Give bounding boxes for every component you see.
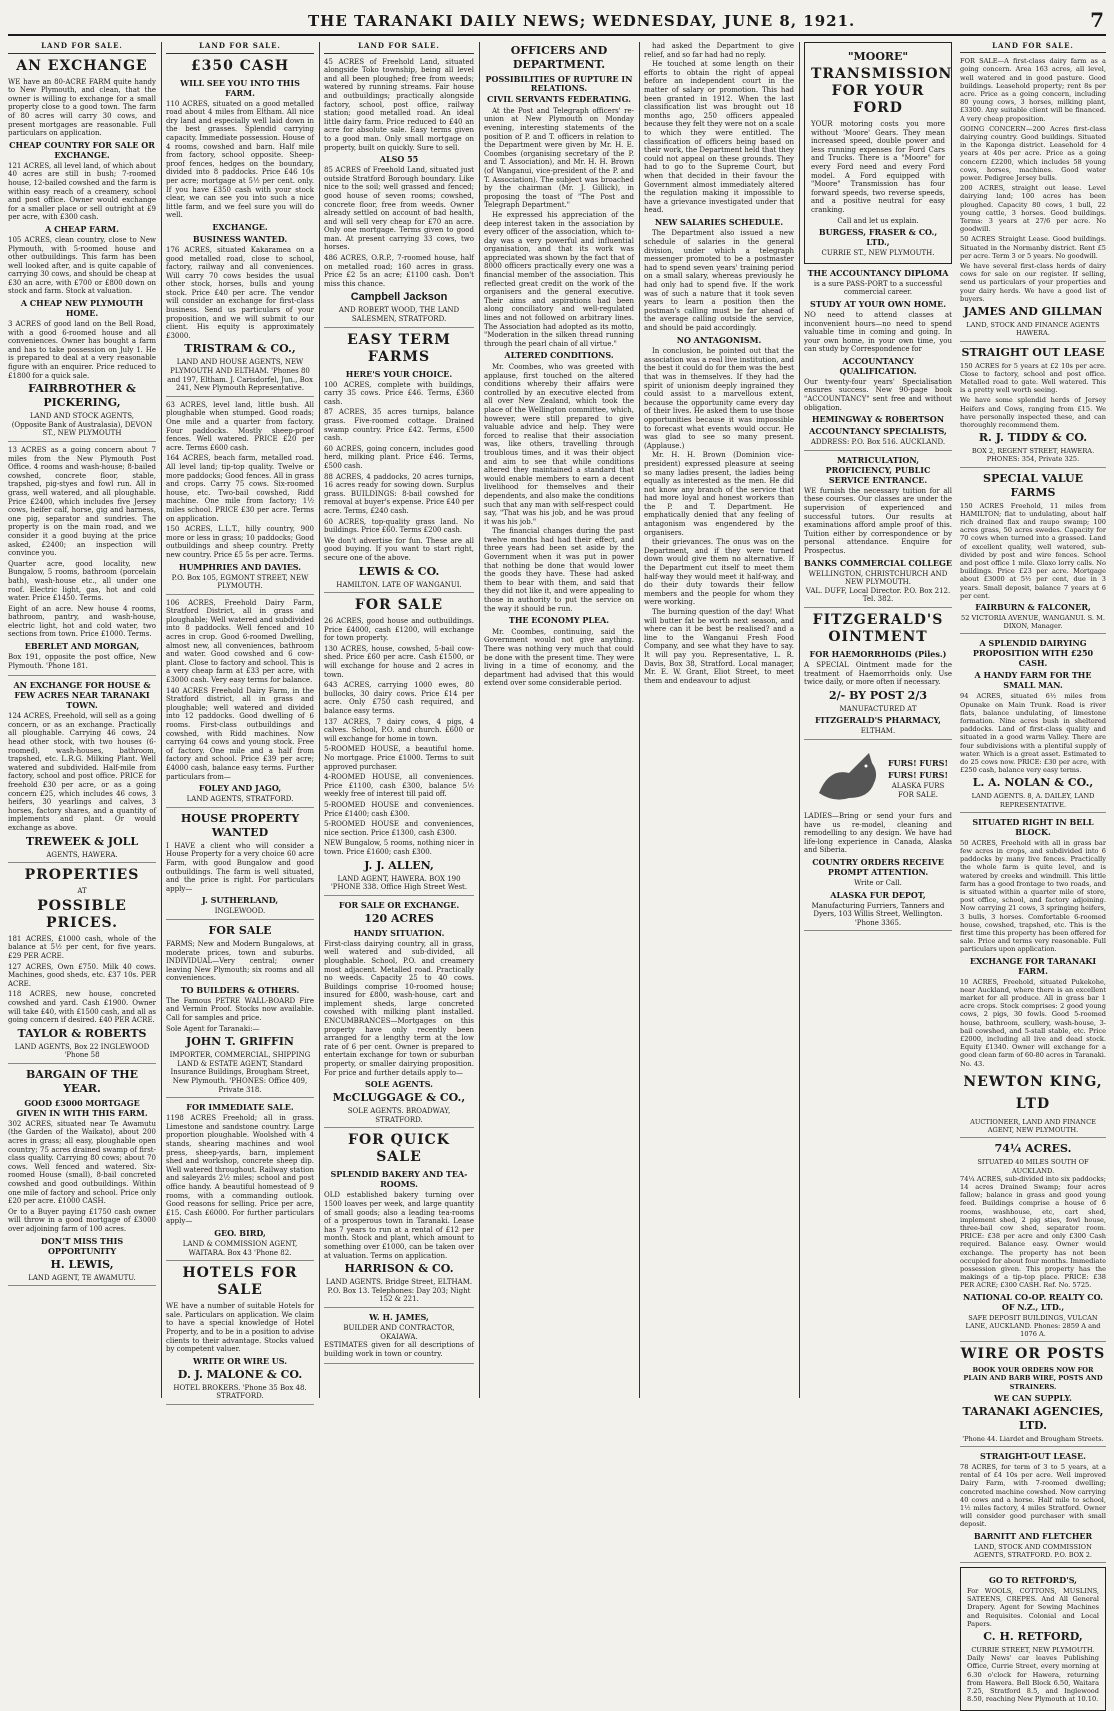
ad-body: 85 ACRES of Freehold Land, situated just outside Stratford Borough boundary. Like nice to the soil; well grassed and fenced; good house of seven rooms; cowshed, concrete floor, free from weeds. Owner already settled on account of bad health, and will sell very cheap for £70 an acre. Only one mortgage. Terms given to good man. At present carrying 33 cows, two horses. (324, 166, 474, 252)
ad-body: FARMS; New and Modern Bungalows, at moderate prices, town and suburbs. INDIVIDUAL—Very central; owner leaving New Plymouth; six rooms and all conveniences. (166, 939, 314, 983)
ad-body: Eight of an acre. New house 4 rooms, bathroom, pantry, and wash-house, electric light, hot and cold water, two sections from town. Price £1000. Terms. (8, 604, 156, 639)
ad-body: We have some splendid herds of Jersey Heifers and Cows, ranging from £15. We have personally inspected these, and can thoroughly recommend them. (960, 396, 1106, 429)
ad-body: 88 ACRES, 4 paddocks, 20 acres turnips, 16 acres ready for sowing down. Surplus grass. BUILDINGS: 8-bail cowshed for removal at buyer's expense. Price £40 per acre. Terms, £240 cash. (324, 472, 474, 515)
ad-barnitt (960, 1451, 1106, 1563)
ad-subtitle: CHEAP COUNTRY FOR SALE OR EXCHANGE. (9, 139, 155, 160)
article-subtitle: POSSIBILITIES OF RUPTURE IN RELATIONS. (485, 74, 633, 93)
ad-easy-term (324, 332, 474, 593)
ad-body: 4-ROOMED HOUSE, all conveniences. Price £1100, cash £300, balance 5½ weekly free of interest till paid off. (324, 773, 474, 799)
ad-body: 130 ACRES, house, cowshed, 5-bail cow-shed. Price £60 per acre. Cash £1500, or will exchange for house and 2 acres in town. (324, 644, 474, 679)
ad-body: GOING CONCERN—200 Acres first-class dairying country. Good buildings. Situated in the Kaponga district. Leasehold for 4 years at 40s per acre. Price as a going concern £2200, which includes 58 young cows, horses, machines. Good water power. Pedigree Jersey bulls. (960, 124, 1106, 183)
ad-body: 121 ACRES, all level land, of which about 40 acres are still in bush; 7-roomed house, 12-bailed cowshed and the farm is within easy reach of a creamery, school and post office. Owner would exchange for a smaller place or sell outright at £9 per acre, with £300 cash. (8, 161, 156, 222)
agent-line: LAND, STOCK AND FINANCE AGENTS HAWERA. (966, 321, 1100, 338)
ad-title: SITUATED RIGHT IN BELL BLOCK. (972, 816, 1094, 837)
agent-line: AND ROBERT WOOD, THE LAND SALESMEN, STRATFORD. (338, 306, 460, 324)
ad-body: 486 ACRES, O.R.P., 7-roomed house, half on metalled road; 160 acres in grass. Price £2 5s an acre; £1100 cash. Don't miss this chance. (324, 254, 474, 288)
agent-line: SAFE DEPOSIT BUILDINGS, VULCAN LANE, AUCKLAND. Phones: 2859 A and 1076 A. (965, 1313, 1101, 1338)
agent-name: BARNITT AND FLETCHER (973, 1530, 1093, 1541)
ad-subtitle: WE CAN SUPPLY. (994, 1392, 1072, 1403)
ad-title: FOR IMMEDIATE SALE. (186, 1102, 294, 1113)
ad-subtitle: ALASKA FURS FOR SALE. (891, 782, 945, 799)
column-rule (799, 42, 800, 1398)
agent-line: AGENTS, HAWERA. (46, 850, 118, 859)
article-subtitle: NEW SALARIES SCHEDULE. (654, 216, 784, 227)
ad-house-property (166, 812, 314, 920)
column-heading: LAND FOR SALE. (8, 42, 156, 54)
ad-retford (960, 1567, 1106, 1711)
agent-name: NEWTON KING, LTD (963, 1073, 1103, 1112)
ad-title: FOR SALE (354, 597, 444, 614)
ad-subtitle: A HANDY FARM FOR THE SMALL MAN. (974, 670, 1092, 691)
ad-title-at: AT (77, 887, 87, 896)
ad-title: FURS! FURS! (888, 758, 948, 769)
ad-subtitle: GOOD £3000 MORTGAGE GIVEN IN WITH THIS FARM. (16, 1097, 148, 1118)
ad-subtitle: A CHEAP FARM. (45, 223, 119, 234)
ad-body: WE have a number of suitable Hotels for sale. Particulars on application. We claim to have a special knowledge of Hotel Property, and to be in a position to advise clients to their advantage. Stocks valued by competent valuer. (166, 1302, 314, 1354)
agent-name: J. SUTHERLAND, (201, 895, 279, 906)
ad-subtitle: FOR HAEMORRHOIDS (Piles.) (809, 648, 947, 659)
agent-line: ADDRESS: P.O. Box 516. AUCKLAND. (810, 438, 946, 447)
ad-title: SPECIAL VALUE FARMS (983, 471, 1083, 499)
ad-wire-posts (960, 1346, 1106, 1447)
agent-line: LAND AGENTS. Bridge Street, ELTHAM. P.O. Box 13. Telephones: Day 203; Night 152 & 221. (325, 1278, 473, 1304)
ad-title: A SPLENDID DAIRYING PROPOSITION WITH £250 CASH. (972, 638, 1094, 669)
ad-title: HOTELS FOR SALE (182, 1265, 298, 1299)
ad-body: 643 ACRES, carrying 1000 ewes, 80 bullocks, 30 dairy cows. Price £14 per acre. Only £750 cash required, and balance easy terms. (324, 681, 474, 716)
ad-body: 150 ACRES Freehold, 11 miles from HAMILTON; flat to undulating, about half rich drained flax and raupo swamp; 100 acres grass, 50 acres swedes. Capacity for 70 cows when turned into a grassed. Land of excellent quality, well watered, sub-divided by post and wire fences. School and post office 1 mile. Glaxo lorry calls. No buildings. Price £23 per acre. Mortgage about £3000 at 5½ per cent, due in 3 years. Small deposit, balance 7 years at 6 per cent. (960, 501, 1106, 600)
ad-body: We don't advertise for fun. These are all good buying. If you want to start right, secure one of the above. (324, 536, 474, 562)
ad-74-acres (960, 1142, 1106, 1342)
agent-name: TRISTRAM & CO., (184, 342, 296, 356)
ad-body: 181 ACRES, £1000 cash, whole of the balance at 5½ per cent, for five years. £29 PER ACRE. (8, 934, 156, 960)
ad-body: 78 ACRES, for term of 3 to 5 years, at a rental of £4 10s per acre. Well improved Dairy Farm, with 7-roomed dwelling; concreted machine cowshed. Now carrying 40 cows and a horse. Half mile to school, 1½ miles factory, 4 miles Stratford. Owner will consider good purchaser with small deposit. (960, 1462, 1106, 1529)
column-heading: LAND FOR SALE. (166, 42, 314, 54)
article-paragraph: The financial changes during the past twelve months had had their effect, and three years had been set aside by the Government when it was put in power that nothing be done that would lower the goods they have. These had asked them to bear with them, and said that they did not like it, and were appealing to those in authority to put the service on the way it should be run. (484, 527, 634, 613)
agent-line: 52 VICTORIA AVENUE, WANGANUI. S. M. DIXON, Manager. (961, 613, 1105, 631)
ad-subtitle: STUDY AT YOUR OWN HOME. (809, 298, 947, 309)
ad-title: FOR QUICK SALE (348, 1132, 450, 1166)
ad-line: MANUFACTURED AT (839, 704, 917, 713)
ad-quick-sale (324, 1132, 474, 1308)
agent-name: TAYLOR & ROBERTS (17, 1026, 147, 1040)
ad-63-acres (166, 401, 314, 595)
ad-for-sale (166, 924, 314, 1098)
article-subtitle: THE ECONOMY PLEA. (508, 615, 610, 626)
agent-line: HOTEL BROKERS. 'Phone 35 Box 48. STRATFORD. (173, 1383, 307, 1401)
agent-name: JOHN T. GRIFFIN (186, 1035, 294, 1049)
ad-body: 150 ACRES for 5 years at £2 10s per acre. Close to factory, school and post office. Metalled road to gate. Well watered. This is a pretty well worth seeing. (960, 361, 1106, 395)
column-5-article (644, 42, 794, 1398)
agent-name: FAIRBROTHER & PICKERING, (28, 382, 136, 410)
ad-title: STRAIGHT OUT LEASE (961, 345, 1105, 359)
agent-name: EBERLET AND MORGAN, (24, 641, 140, 652)
ad-line: Write or Call. (854, 878, 902, 887)
agent-line: P.O. Box 105, EGMONT STREET, NEW PLYMOUTH. (171, 573, 309, 591)
ad-body: Sole Agent for Taranaki:— (166, 1024, 260, 1033)
agent-line: LAND AGENTS. 8, A. DAILEY, LAND REPRESENTATIVE. (971, 792, 1095, 809)
ad-accountancy (804, 268, 952, 451)
column-rule (319, 42, 320, 1398)
ad-body: 124 ACRES, Freehold, will sell as a going concern, or as an exchange. Practically all ploughable. Carrying 46 cows, 24 head other stock, with two houses (6-roomed), wash-houses, bathroom, trapshed, etc. L.R.G. Milking Plant. Well watered and subdivided. Half-mile from factory, school and post office. PRICE for freehold £30 per acre, or as a going concern £25, which includes 46 cows, 3 heifers, 30 yearlings and calves, 3 horses, factory shares, and a quantity of implements and plant. Or would exchange as above. (8, 712, 156, 832)
column-4-article (484, 42, 634, 1398)
agent-name: BURGESS, FRASER & CO., LTD., (818, 227, 938, 248)
ad-title: AN EXCHANGE (16, 57, 148, 74)
article-subtitle: CIVIL SERVANTS FEDERATING. (487, 94, 631, 105)
column-heading: LAND FOR SALE. (324, 42, 474, 54)
ad-matriculation (804, 455, 952, 608)
ad-350-cash (166, 58, 314, 397)
ad-body: ESTIMATES given for all descriptions of building work in town or country. (324, 1341, 474, 1358)
ad-subtitle: SITUATED 40 MILES SOUTH OF AUCKLAND. (977, 1158, 1089, 1175)
ad-body: 60 ACRES, top-quality grass land. No buildings. Price £60. Terms £200 cash. (324, 517, 474, 535)
ad-body: NEW Bungalow, 5 rooms, nothing nicer in town. Price £1600; cash £300. (324, 839, 474, 856)
ad-title: EASY TERM FARMS (347, 331, 451, 365)
ad-bargain (8, 1068, 156, 1286)
agent-name: TARANAKI AGENCIES, LTD. (962, 1404, 1104, 1432)
agent-line: CURRIE ST., NEW PLYMOUTH. (821, 249, 935, 258)
article-paragraph: had asked the Department to give relief, and so far had had no reply. (644, 42, 794, 59)
ad-body: 110 ACRES, situated on a good metalled road about 4 miles from Eltham. All nice dry land and especially well laid down in the best grasses. Splendid carrying capacity. Immediate possession. House of 4 rooms, cowshed and barn. Half mile from factory, school opposite. Sheep-proof fences, hedges on the boundary, divided into 8 paddocks. Price £46 10s per acre; mortgage at 5½ per cent. only. If you have £350 cash with your stock clear, we can see you into such a nice little farm, and we feel sure you will do well. (166, 99, 314, 220)
ad-for-sale-allen (324, 597, 474, 896)
ad-title: PROPERTIES (24, 867, 140, 884)
ad-title: FOR SALE OR EXCHANGE. (338, 899, 460, 910)
ad-body: First-class dairying country, all in grass, well watered and sub-divided, all ploughable. School, P.O. and creamery most adjacent. Metalled road. Practically no weeds. Capacity 25 to 40 cows. Buildings comprise 10-roomed house; insured for £800, wash-house, cart and implement sheds, large concreted cowshed with milking plant installed. ENCUMBRANCES—Mortgages on this property have only recently been arranged for a lengthy term at the low rate of 6 per cent. Owner is prepared to entertain exchange for town or suburban property, or smaller dairying proposition. For price and further details apply to— (324, 939, 474, 1077)
ad-straight-out (960, 346, 1106, 468)
ad-body: 10 ACRES, Freehold, situated Pukekohe, near Auckland, where there is an excellent market for all produce. All in grass bar 1 acre crops. Stock comprises: 2 good young cows, 2 pigs, 30 fowls. Good 5-roomed house, bathroom, scullery, wash-house, 3-bail cowshed, and 5-stall stable, etc. Price £2000, including all live and dead stock. Equity £1340. Owner will exchange for a good clean farm of 60-80 acres in Taranaki. No. 43. (960, 977, 1106, 1068)
ad-body: 127 ACRES, Own £750. Milk 40 cows. Machines, good sheds, etc. £37 10s. PER ACRE. (8, 962, 156, 988)
column-3 (324, 42, 474, 1398)
ad-124-acres (8, 680, 156, 863)
agent-line: INGLEWOOD. (214, 907, 266, 916)
agent-name: HUMPHRIES AND DAVIES. (178, 561, 302, 572)
agent-line: BUILDER AND CONTRACTOR, OKAIAWA. (343, 1323, 455, 1341)
agent-line: LAND AGENTS, STRATFORD. (186, 795, 294, 804)
agent-line: LAND AND HOUSE AGENTS, NEW PLYMOUTH AND ELTHAM. 'Phones 80 and 197, Eltham. J. Carisdorfel, Jun., Box 241, New Plymouth Representative. (167, 358, 313, 393)
column-rule (639, 42, 640, 1398)
ad-body: 140 ACRES Freehold Dairy Farm, in the Stratford district, all in grass and ploughable; well watered and divided into 12 paddocks. Good dwelling of 6 rooms. First-class outbuildings and cowshed, with Ridd machines. Now carrying 64 cows and young stock. Free of factory. One mile and a half from factory and school. Price £39 per acre; £4000 cash, balance easy terms. Further particulars from— (166, 686, 314, 781)
ad-fitzgerald (804, 612, 952, 740)
ad-title: WIRE OR POSTS (960, 1346, 1106, 1363)
agent-name: J. J. ALLEN, (364, 858, 434, 872)
ad-body: 13 ACRES as a going concern about 7 miles from the New Plymouth Post Office. 4 rooms and wash-house; 8-bailed cowshed, concrete floor, stable, trapshed, pig-styes and fowl run. All in grass, well watered, and all ploughable. Price £2400, which includes five Jersey cows, heifer calf, horse, gig and harness, one pig, separator and sundries. The property is on the main road, and we consider it a good buying at the price asked, £2400; an inspection will convince you. (8, 446, 156, 558)
article-paragraph: The burning question of the day! What will butter fat be worth next season, and where can it be best be realised? and a line to the Wanganui Fresh Food Company, and see what they have to say. It will pay you. Representative, L. R. Davis, Box 38, Stratford. Local manager, Mr. E. W. Grant, Eliot Street, to meet them and endeavour to adjust (644, 608, 794, 685)
ad-120-acres (324, 900, 474, 1129)
ad-body: 137 ACRES, 7 dairy cows, 4 pigs, 4 calves. School, P.O. and church. £600 or will exchange for home in town. (324, 717, 474, 743)
ad-subtitle: TO BUILDERS & OTHERS. (180, 984, 300, 995)
agent-name: W. H. JAMES, (369, 1311, 429, 1322)
ad-title: FITZGERALD'S OINTMENT (812, 611, 944, 645)
agent-name: R. J. TIDDY & CO. (978, 431, 1088, 445)
ad-subtitle: WILL SEE YOU INTO THIS FARM. (180, 77, 300, 98)
ad-subtitle: ALSO 55 (379, 154, 419, 165)
article-paragraph: In conclusion, he pointed out that the association was a real live institution, and the best it could do for them was the best that was in themselves. If they had the spirit of unionism deeply ingrained they could assist to a marvellous extent, because the opportunity came every day of their lives. He asked them to use those opportunities because it was impossible to forecast what events would occur. He was glad to see so many present. (Applause.) (644, 347, 794, 450)
paper-title: THE TARANAKI DAILY NEWS; WEDNESDAY, JUNE 8, 1921. (308, 12, 856, 30)
ad-body: Or to a Buyer paying £1750 cash owner will throw in a good mortgage of £3000 over adjoining farm of 100 acres. (8, 1207, 156, 1233)
ad-body: 63 ACRES, level land, little bush. All ploughable when stumped. Good roads; One mile and a quarter from factory. Four paddocks. Mostly sheep-proof fences. Well watered. PRICE £20 per acre. Terms £600 cash. (166, 400, 314, 452)
ad-subtitle: BOOK YOUR ORDERS NOW FOR PLAIN AND BARB WIRE, POSTS AND STRAINERS. (963, 1366, 1103, 1391)
ad-body: 74¼ ACRES, sub-divided into six paddocks; 14 acres Drained Swamp; four acres fallow; balance in grass and good young feed. Buildings comprise a house of 6 rooms, washhouse, etc, cart shed, implement shed, 2 pig sties, fowl house, three-bail cow shed, separator room. PRICE: £38 per acre and only £300 Cash required. Balance easy. Owner would exchange. The property has not been occupied for about four months. Immediate possession given. This property has the makings of a tip-top place. PRICE: £38 PER ACRE; £300 CASH. Ref. No. 5725. (960, 1174, 1106, 1290)
ad-body: WE have an 80-ACRE FARM quite handy to New Plymouth, and clean, that the owner is willing to exchange for a small property close to a good town. The farm of 80 acres will carry 30 cows, and present mortgages are reasonable. Full particulars on application. (8, 77, 156, 138)
ad-body: 5-ROOMED HOUSE and conveniences. Price £1400; cash £300. (324, 800, 474, 818)
ad-body: OLD established bakery turning over 1500 loaves per week, and large quantity of small goods; also a leading tea-rooms of a prosperous town in Taranaki. Lease has 7 years to run at a rental of £12 per month. Stock and plant, which amount to something over £1000, can be taken over at valuation. Terms on application. (324, 1191, 474, 1260)
ad-subtitle: BUSINESS WANTED. (192, 233, 288, 244)
ad-title: 74¼ ACRES. (994, 1142, 1072, 1156)
ad-builder (324, 1312, 474, 1364)
ad-body: 100 ACRES, complete with buildings, carry 35 cows. Price £46. Terms, £360 cash. (324, 380, 474, 406)
ad-body: 60 ACRES, going concern, includes good herd, milking plant. Price £46. Terms, £500 cash. (324, 444, 474, 470)
ad-james-gillman (960, 57, 1106, 341)
ad-body: 302 ACRES, situated near Te Awamutu (the Garden of the Waikato), about 200 acres in grass; all easy, ploughable open country; 75 acres drained swamp of first-class quality. Carrying 80 cows; about 70 cows. Well fenced and watered. Six-roomed House (small), 8-bail concreted cowshed and good outbuildings. Within one mile of factory and school. Price only £20 per acre. £1000 CASH. (8, 1119, 156, 1206)
ad-nolan (960, 638, 1106, 812)
ad-body: 94 ACRES, situated 6½ miles from Opunake on Main Trunk. Road is river flats, balance undulating, of limestone formation. Nine acres bush in sheltered paddocks. Land of first-class quality and situated in a good warm Valley. There are four subdivisions with a plentiful supply of water. Which is a great asset. Estimated to do 25 cows now. PRICE: £30 per acre, with £250 cash, balance very easy terms. (960, 692, 1106, 775)
ad-title: 120 ACRES (364, 911, 434, 925)
column-rule (161, 42, 162, 1398)
agent-name: TREWEEK & JOLL (25, 834, 139, 848)
article-subtitle: NO ANTAGONISM. (676, 334, 762, 345)
article-paragraph: The Department also issued a new schedule of salaries in the general division, under which a telegraph messenger promoted to be a postmaster had to spend seven years' training period on a small salary, whereas previously he had only had to spend five. If the work was of such a nature that it took seven years to learn a position then the postman's calling must be far ahead of the average calling outside the service, and should be paid accordingly. (644, 229, 794, 332)
newspaper-page (8, 6, 1106, 1704)
agent-line: LAND AND STOCK AGENTS, (29, 412, 135, 421)
ad-title: FURS! FURS! (888, 770, 948, 781)
ad-body: 50 ACRES, Freehold with all in grass bar few acres in crops, and subdivided into 6 paddocks by many live fences. Practically the whole farm is quite level, and is watered by creeks and windmill. This little farm has a good frontage to two roads, and is situated within a quarter mile of store, post office, school, and factory adjoining. Now carrying 21 cows, 3 springing heifers, 3 bulls, 3 horses. Comfortable 6-roomed house, cowshed, trapshed, etc. This is the first time this property has been offered for sale. Price and terms very reasonable. Full particulars upon application. (960, 838, 1106, 954)
ad-45-acres (324, 58, 474, 328)
ad-body: 200 ACRES, straight out lease. Level dairying land; 100 acres has been ploughed. Capacity 80 cows, 1 bull, 22 young cattle, 3 horses. Good buildings. Terms: 3 years at 27/6 per acre. No goodwill. (960, 184, 1106, 234)
agent-line: BOX 2, REGENT STREET, HAWERA. PHONES: 354, Private 325. (971, 447, 1095, 464)
ad-title: FOR SALE (208, 923, 272, 937)
ad-body: I HAVE a client who will consider a House Property for a very choice 60 acre Farm, with good Bungalow and good outbuildings. The farm is well situated, and the price is right. For particulars apply— (166, 841, 314, 893)
ad-body: 87 ACRES, 35 acres turnips, balance grass. Five-roomed cottage. Drained swamp country. Price £42. Terms, £500 cash. (324, 408, 474, 443)
ad-title: POSSIBLE PRICES. (37, 897, 127, 931)
ad-body: 105 ACRES, clean country, close to New Plymouth, with 5-roomed house and other outbuildings. This farm has been well looked after, and is quite capable of carrying 30 cows, and should be cheap at £30 an acre, with £700 or £800 down on stock and farm. Stock at valuation. (8, 235, 156, 296)
page-number: 7 (1090, 8, 1104, 32)
ad-alaska-furs (804, 744, 952, 931)
ad-body: A SPECIAL Ointment made for the treatment of Haemorrhoids only. Use twice daily, or more often if necessary. (804, 660, 952, 687)
agent-name: FOLEY AND JAGO, (198, 783, 282, 794)
ad-subtitle: ACCOUNTANCY QUALIFICATION. (839, 355, 917, 376)
agent-line: AUCTIONEER, LAND AND FINANCE AGENT, NEW PLYMOUTH. (970, 1117, 1096, 1135)
agent-line: LAND, STOCK AND COMMISSION AGENTS, STRATFORD. P.O. BOX 2. (973, 1542, 1093, 1559)
ad-subtitle: EXCHANGE FOR TARANAKI FARM. (969, 955, 1097, 976)
agent-name: NATIONAL CO-OP. REALTY CO. OF N.Z., LTD., (963, 1291, 1103, 1312)
ad-title: TRANSMISSION FOR YOUR FORD (811, 66, 953, 116)
agent-line: LAND AGENT, TE AWAMUTU. (28, 1273, 136, 1282)
ad-body: For WOOLS, COTTONS, MUSLINS, SATEENS, CREPES. And All General Drapery. Agent for Sewing Machines and Requisites. Colonial and Local Papers. (967, 1587, 1099, 1628)
ad-body: 45 ACRES of Freehold Land, situated alongside Toko township, being all level and all been ploughed; free from weeds; watered by running streams. Fair house and outbuildings; practically alongside factory, school, post office, railway station; good metalled road. An ideal little dairy farm. Price reduced to £40 an acre for absolute sale. Easy terms given to a good man. Only small mortgage on property, built on quickly. Sure to sell. (324, 57, 474, 152)
ad-body: 5-ROOMED HOUSE and conveniences, nice section. Price £1300, cash £300. (324, 820, 474, 837)
ad-subtitle: DON'T MISS THIS OPPORTUNITY (40, 1235, 124, 1256)
agent-name: FITZGERALD'S PHARMACY, (815, 715, 941, 726)
ad-body: 150 ACRES, L.L.T., hilly country, 900 more or less in grass; 10 paddocks; Good outbuildings and sheep country. Pretty new country. Price £5 5s per acre. Terms. (166, 525, 314, 559)
agent-name: HEMINGWAY & ROBERTSON (811, 414, 945, 425)
column-1 (8, 42, 156, 1398)
ad-immediate-sale (166, 1102, 314, 1261)
column-2 (166, 41, 314, 1401)
ad-subtitle: SOLE AGENTS. (365, 1079, 433, 1090)
agent-name: D. J. MALONE & CO. (177, 1367, 303, 1381)
agent-line: WELLINGTON, CHRISTCHURCH AND NEW PLYMOUTH. (808, 569, 948, 587)
agent-name: JAMES AND GILLMAN (963, 305, 1103, 319)
agent-name: ALASKA FUR DEPOT, (830, 889, 926, 900)
ad-newton-king (960, 817, 1106, 1138)
ad-subtitle: WRITE OR WIRE US. (192, 1355, 288, 1366)
agent-line: Manufacturing Furriers, Tanners and Dyers, 103 Willis Street, Wellington. 'Phone 3365. (811, 901, 945, 927)
agent-line: CURRIE STREET, NEW PLYMOUTH. (971, 1646, 1095, 1655)
agent-name: C. H. RETFORD, (983, 1630, 1083, 1644)
agent-name: FAIRBURN & FALCONER, (975, 601, 1091, 612)
ad-body: Quarter acre, good locality, new Bungalow, 5 rooms, bathroom (porcelain bath), wash-house etc., all under one roof. Electric light, gas, hot and cold water. Price £1450. Terms. (8, 559, 156, 603)
article-paragraph: Mr. H. H. Brown (Dominion vice-president) expressed pleasure at seeing so many ladies present, the ladies being equally as interested as the men. He did not know any branch of the service that had more loyal and honest workers than the P. and T. Department. He emphatically denied that any feeling of antagonism was engendered by the organisers. (644, 451, 794, 537)
agent-name: Campbell Jackson (350, 291, 448, 304)
furs-title-block (884, 756, 952, 799)
furs-header (804, 744, 952, 812)
price: 2/- BY POST 2/3 (829, 688, 927, 702)
ad-call: Call and let us explain. (837, 216, 919, 225)
ad-title: GO TO RETFORD'S, (989, 1575, 1077, 1585)
ad-title: BARGAIN OF THE YEAR. (25, 1067, 139, 1095)
agent-line: LAND & COMMISSION AGENT, WAITARA. Box 43 'Phone 82. (182, 1239, 298, 1257)
ad-body: We have several first-class herds of dairy cows for sale on our register. If selling, send us particulars of your properties and your dairy herds. We have a good list of buyers. (960, 262, 1106, 303)
ad-subtitle: HERE'S YOUR CHOICE. (345, 368, 453, 379)
agent-name: HARRISON & CO. (344, 1262, 454, 1276)
column-7 (960, 41, 1106, 1704)
column-rule (479, 42, 480, 1398)
ad-106-acres (166, 599, 314, 808)
ad-subtitle: is a sure PASS-PORT to a successful commercial career. (813, 279, 943, 297)
ad-title: THE ACCOUNTANCY DIPLOMA (807, 267, 949, 278)
ad-hotels (166, 1265, 314, 1405)
article-paragraph: At the Post and Telegraph officers' re-union at New Plymouth on Monday evening, interesting statements of the position of P. and T. officers in relation to the Department were given by Mr. H. E. Coombes (organising secretary of the P. and T. Association), and Mr. H. H. Brown (of Wanganui, vice-president of the P. and T. Association). The subject was broached by the chairman (Mr. J. Gillick), in proposing the toast of "The Post and Telegraph Department." (484, 106, 634, 210)
ad-body: 164 ACRES, beach farm, metalled road. All level land; tip-top quality. Twelve or more paddocks; Good fences. All in grass and crops. Carry 75 cows. Six-roomed house, etc. Two-bail cowshed, Ridd machine. One mile from factory; 1½ miles school. PRICE £30 per acre. Terms on application. (166, 454, 314, 523)
ad-subtitle: SPLENDID BAKERY AND TEA-ROOMS. (330, 1169, 468, 1190)
ad-body: 1198 ACRES Freehold; all in grass. Limestone and sandstone country. Large proportion ploughable. Woolshed with 4 stands, shearing machines and wool press, sheep-yards, barn, implement shed and workshop, concrete sheep dip. Well watered throughout. Railway station and saleyards 2½ miles; school and post office handy. A beautiful homestead of 9 rooms, with a commanding outlook. Good reasons for selling. Price per acre, £15. Cash £6000. For further particulars apply— (166, 1114, 314, 1226)
agent-line: IMPORTER, COMMERCIAL, SHIPPING LAND & ESTATE AGENT, Standard Insurance Buildings, Brougham Street, New Plymouth. 'PHONES: Office 409, Private 318. (169, 1051, 311, 1094)
agent-name: BANKS COMMERCIAL COLLEGE (804, 557, 952, 568)
article-paragraph: Mr. Coombes, who was greeted with applause, first touched on the altered conditions whereby their affairs were controlled by an executive elected from all over New Zealand, which took the place of the Wellington committee, which, however, were still prepared to give valuable advice and help. They were forced to realise that their association was, like others, travelling through troublous times, and it was their object and aim to see that while conditions altered they maintained a standard that would enable members to earn a decent livelihood for themselves and their dependents, and also make the conditions such that any man with self-respect could say, "That was his job, and he was proud it was his job." (484, 363, 634, 526)
ad-13-acres (8, 446, 156, 676)
agent-name: ACCOUNTANCY SPECIALISTS, (809, 426, 947, 437)
ad-subtitle: COUNTRY ORDERS RECEIVE PROMPT ATTENTION. (812, 856, 944, 877)
ad-body: 3 ACRES of good land on the Bell Road, with a good 6-roomed house and all conveniences. Owner has bought a farm and has to take possession on July 1. He is prepared to deal at a very reasonable figure with an enquirer. Price reduced to £1800 for a quick sale. (8, 320, 156, 380)
masthead (8, 6, 1106, 36)
agent-name: McCLUGGAGE & CO., (332, 1091, 466, 1105)
agent-line: SOLE AGENTS. BROADWAY, STRATFORD. (347, 1107, 451, 1124)
agent-line: HAMILTON. LATE OF WANGANUI. (336, 580, 462, 589)
ad-title: STRAIGHT-OUT LEASE. (980, 1450, 1086, 1461)
agent-line: LAND AGENTS, Box 22 INGLEWOOD 'Phone 58 (14, 1042, 150, 1060)
ad-subtitle: EXCHANGE. (212, 221, 268, 232)
ad-subtitle: HANDY SITUATION. (353, 927, 445, 938)
ad-title: AN EXCHANGE FOR HOUSE & FEW ACRES NEAR TARANAKI TOWN. (13, 680, 151, 711)
ad-body: 50 ACRES Straight Lease. Good buildings. Situated in the Normanby district. Rent £5 per acre. Term 3 or 5 years. No goodwill. (960, 235, 1106, 260)
ad-body: 106 ACRES, Freehold Dairy Farm, Stratford District, all in grass and ploughable; Well watered and subdivided into 8 paddocks. Well fenced and 10 acres in crop. Good 6-roomed Dwelling, almost new, all conveniences, bathroom and water. Good cowshed and 6 cow-plant. Close to factory and school. This is a very cheap farm at £33 per acre, with £3000 cash. Very easy terms for balance. (166, 598, 314, 685)
ad-body: NO need to attend classes at inconvenient hours—no need to spend valuable time in coming and going. In your own home, in your own time, you can study by Correspondence for (804, 310, 952, 354)
column-heading: LAND FOR SALE. (960, 42, 1106, 53)
agent-address: Box 191, opposite the post office, New Plymouth. 'Phone 181. (8, 653, 156, 670)
fox-icon (814, 748, 884, 808)
article-paragraph: He expressed his appreciation of the deep interest taken in the association by every officer of the association, which to-day was a very powerful and influential organisation, and that its work was appreciated was shown by the fact that of 8000 officers practically every one was a financial member of the association. This reflected great credit on the work of the organisers and the general executive. Their aims and aspirations had been along conciliatory and well-regulated lines and not followed on arbitrary lines. The Association had adopted as its motto, "Moderation in the silken thread running through the pearl chain of all virtue." (484, 210, 634, 348)
article-title: OFFICERS AND DEPARTMENT. (510, 44, 608, 71)
article-paragraph: He touched at some length on their efforts to obtain the right of appeal before an independent court in the matter of salary or promotion. This had been granted in 1912. When the last classification list was brought out 18 months ago, 250 officers appealed because they felt they were not on a scale to which they were entitled. The classification of officers being based on their work, the Department held that they could not appeal on these grounds. They had to go to the Supreme Court, but when that decided in their favour the Government almost immediately altered the regulation making it impossible to have a grievance investigated under that head. (644, 60, 794, 215)
agent-name: LEWIS & CO. (358, 564, 440, 578)
agent-name: GEO. BIRD, (214, 1227, 266, 1238)
ad-body: YOUR motoring costs you more without 'Moore' Gears. They mean increased speed, double power and less running expenses for Ford Cars and Trucks. There is a "Moore" for every Ford need and every Ford model. A Ford equipped with "Moore" Transmission has four forward speeds, two reverse speeds, and a positive neutral for easy cranking. (811, 120, 945, 214)
ad-body: WE furnish the necessary tuition for all these courses. Our classes are under the supervision of experienced and successful tutors. Our results at examinations afford ample proof of this. Tuition either by correspondence or by personal attendance. Enquire for Prospectus. (804, 486, 952, 555)
ad-title: HOUSE PROPERTY WANTED (180, 811, 300, 839)
ad-title: MATRICULATION, PROFICIENCY, PUBLIC SERVICE ENTRANCE. (825, 454, 931, 485)
article-paragraph: their grievances. The onus was on the Department, and if they were turned down would give them no alternative. If the Department cut itself to meet them half-way they would meet it half-way, and do their duty towards their fellow members and the people for whom they were working. (644, 538, 794, 607)
column-6 (804, 42, 952, 1398)
ad-title: £350 CASH (190, 57, 290, 74)
ad-body: 5-ROOMED HOUSE, a beautiful home. No mortgage. Price £1000. Terms to suit approved purchaser. (324, 745, 474, 771)
ad-exchange (8, 58, 156, 442)
ad-body: 118 ACRES, new house, concreted cowshed and yard. Cash £1900. Owner will take £40, with £1500 cash, and all as going concern if desired. £40 PER ACRE. (8, 990, 156, 1025)
article-paragraph: Mr. Coombes, continuing, said the Government would not give anything. There was nothing very much that could be done with the present time. They were living in a time of economy, and the department had advised that this would extend over some considerable period. (484, 627, 634, 688)
agent-line: VAL. DUFF, Local Director. P.O. Box 212. Tel. 382. (805, 586, 951, 604)
ad-body: LADIES—Bring or send your furs and have us re-model, cleaning and remodelling to any design. We have had life-long experience in Canada, Alaska and Siberia. (804, 811, 952, 855)
agent-address: (Opposite Bank of Australasia), DEVON ST., NEW PLYMOUTH (11, 420, 153, 438)
agent-line: ELTHAM. (860, 727, 896, 736)
agent-line: LAND AGENT, HAWERA. BOX 190 'PHONE 338. Office High Street West. (330, 874, 468, 892)
article-subtitle: ALTERED CONDITIONS. (504, 350, 614, 361)
ad-subtitle: A CHEAP NEW PLYMOUTH HOME. (20, 298, 144, 319)
ad-moore-transmission (804, 42, 952, 264)
ad-special-value (960, 472, 1106, 635)
ad-title: "MOORE" (847, 50, 909, 63)
ad-body: FOR SALE—A first-class dairy farm as a going concern. Area 163 acres, all level, well watered and in good pasture. Good buildings. Leasehold property; rent 8s per acre. Price as a going concern, including 80 young cows, 3 horses, milking plant, £3300. Any suitable client will be financed. A very cheap proposition. (960, 57, 1106, 123)
ad-properties (8, 867, 156, 1064)
ad-body: Our twenty-four years' Specialisation ensures success. New 90-page book "ACCOUNTANCY" sent free and without obligation. (804, 377, 952, 412)
ad-body: 176 ACRES, situated Kakaramea on a good metalled road, close to school, factory, railway and all conveniences. Will carry 70 cows besides the usual other stock, horses, bulls and young stock. Price £40 per acre. The vendor will consider an exchange for first-class business. Send us particulars of your proposition, and we will submit to our client. His equity is approximately £3000. (166, 245, 314, 340)
agent-name: H. LEWIS, (50, 1257, 114, 1271)
agent-line: 'Phone 44. Liardet and Brougham Streets. (962, 1434, 1104, 1443)
ad-body: Daily News' car leaves Publishing Office, Currie Street, every morning at 6.30 o'clock for Hawera, returning from Hawera. Bell Block 6.50, Waitara 7.25, Stratford 8.5, and Inglewood 8.50, reaching New Plymouth at 10.10. (967, 1654, 1099, 1704)
ad-body: The Famous PETRE WALL-BOARD Fire and Vermin Proof. Stocks now available. Call for samples and price. (166, 996, 314, 1023)
agent-name: L. A. NOLAN & CO., (972, 776, 1094, 790)
ad-body: 26 ACRES, good house and outbuildings. Price £4000, cash £1200, will exchange for town property. (324, 617, 474, 643)
